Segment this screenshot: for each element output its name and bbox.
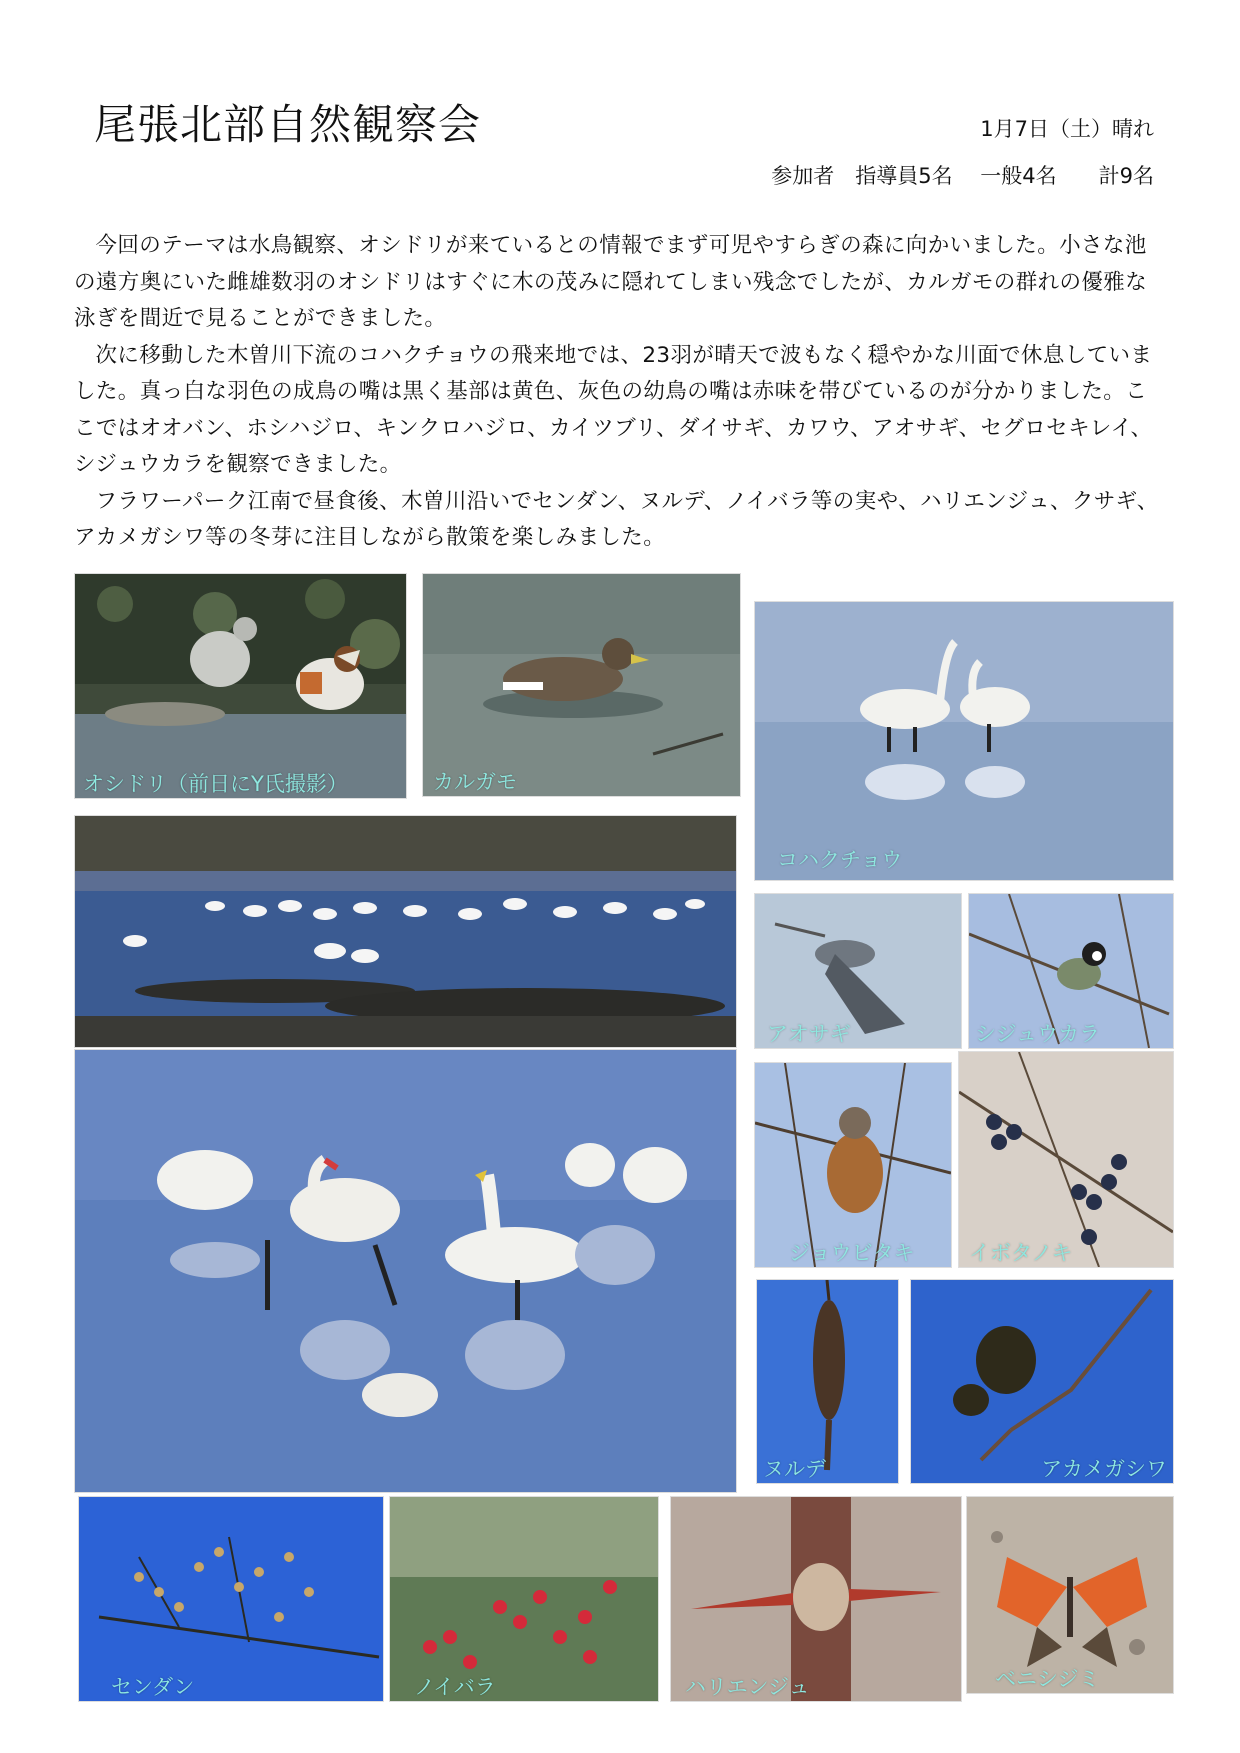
caption-oshidori: オシドリ（前日にY氏撮影） bbox=[83, 772, 348, 796]
date-weather: 1月7日（土）晴れ bbox=[980, 117, 1154, 141]
page-title: 尾張北部自然観察会 bbox=[94, 100, 482, 149]
photo-nurude bbox=[756, 1279, 899, 1484]
photo-akamegashiwa bbox=[910, 1279, 1174, 1484]
caption-ibotanoki: イボタノキ bbox=[969, 1241, 1073, 1265]
swans-closeup-image bbox=[75, 1050, 736, 1492]
caption-kohakuchou: コハクチョウ bbox=[777, 848, 903, 872]
ibotanoki-image bbox=[959, 1052, 1173, 1267]
paragraph: フラワーパーク江南で昼食後、木曽川沿いでセンダン、ヌルデ、ノイバラ等の実や、ハリエンジュ、クサギ、アカメガシワ等の冬芽に注目しながら散策を楽しみました。 bbox=[74, 488, 1159, 550]
report-body bbox=[74, 228, 1164, 557]
caption-nurude: ヌルデ bbox=[763, 1457, 826, 1481]
photo-ibotanoki bbox=[958, 1051, 1174, 1268]
caption-akamegashiwa: アカメガシワ bbox=[1041, 1457, 1167, 1481]
caption-harienju: ハリエンジュ bbox=[685, 1675, 810, 1699]
photo-shijuukara bbox=[968, 893, 1174, 1049]
paragraph: 今回のテーマは水鳥観察、オシドリが来ているとの情報でまず可児やすらぎの森に向かいました。小さな池の遠方奥にいた雌雄数羽のオシドリはすぐに木の茂みに隠れてしまい残念でしたが、カルガモの群れの優雅な泳ぎを間近で見ることができました。 bbox=[74, 233, 1148, 331]
photo-oshidori bbox=[74, 573, 407, 799]
photo-harienju bbox=[670, 1496, 962, 1702]
swan-flock-image bbox=[75, 816, 736, 1047]
paragraph: 次に移動した木曽川下流のコハクチョウの飛来地では、23羽が晴天で波もなく穏やかな川面で休息していました。真っ白な羽色の成鳥の嘴は黒く基部は黄色、灰色の幼鳥の嘴は赤味を帯びているのが分かりました。ここではオオバン、ホシハジロ、キンクロハジロ、カイツブリ、ダイサギ、カワウ、アオサギ、セグロセキレイ、シジュウカラを観察できました。 bbox=[74, 342, 1153, 477]
caption-aosagi: アオサギ bbox=[767, 1022, 851, 1046]
photo-joubitaki bbox=[754, 1062, 952, 1268]
photo-kohakuchou bbox=[754, 601, 1174, 881]
caption-karugamo: カルガモ bbox=[433, 770, 517, 794]
photo-aosagi bbox=[754, 893, 962, 1049]
caption-shijuukara: シジュウカラ bbox=[975, 1022, 1101, 1046]
caption-joubitaki: ジョウビタキ bbox=[789, 1241, 915, 1265]
participants: 参加者 指導員5名 一般4名 計9名 bbox=[771, 164, 1154, 188]
caption-sendan: センダン bbox=[111, 1675, 195, 1699]
photo-sendan bbox=[78, 1496, 384, 1702]
photo-benishijimi bbox=[966, 1496, 1174, 1694]
oshidori-image bbox=[75, 574, 406, 798]
kohakuchou-image bbox=[755, 602, 1173, 880]
photo-swans-closeup bbox=[74, 1049, 737, 1493]
photo-karugamo bbox=[422, 573, 741, 797]
photo-swan-flock bbox=[74, 815, 737, 1048]
caption-benishijimi: ベニシジミ bbox=[995, 1667, 1100, 1691]
photo-noibara bbox=[389, 1496, 659, 1702]
karugamo-image bbox=[423, 574, 740, 796]
caption-noibara: ノイバラ bbox=[414, 1675, 496, 1699]
